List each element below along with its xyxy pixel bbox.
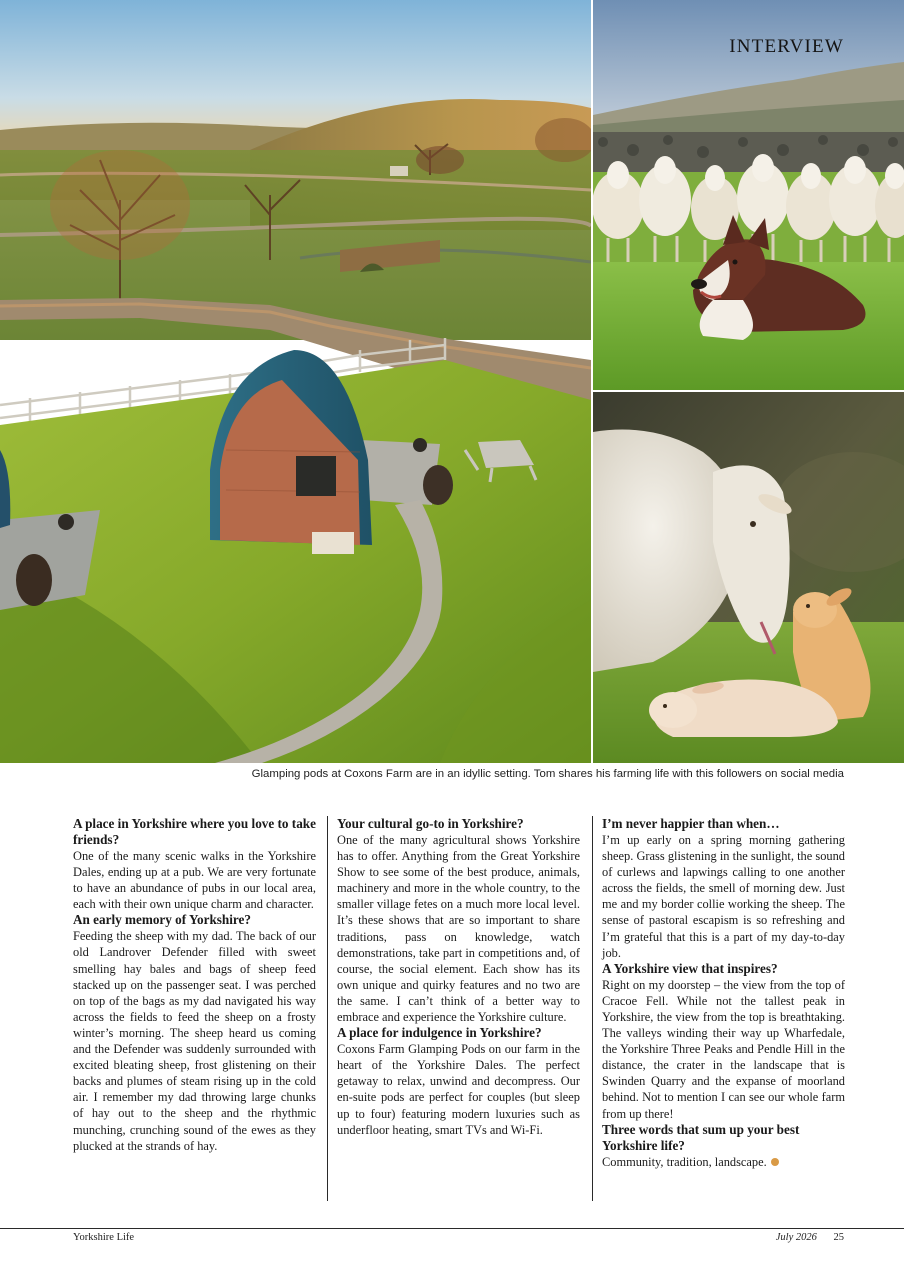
photo-caption: Glamping pods at Coxons Farm are in an idyllic setting. Tom shares his farming life with this followers on social media — [251, 768, 844, 780]
column-divider — [592, 816, 593, 1201]
qa-item — [602, 1122, 845, 1170]
answer-text: One of the many agricultural shows Yorkshire has to offer. Anything from the Great Yorkshire Show to see some of the best produce, animals, machinery and more in the whole country, to the smaller village fetes on a much more local level. It’s these shows that are so important to share traditions, pass on knowledge, watch demonstrations, take part in competitions and, of course, the social element. Each show has its own unique and quirky features and no two are the same. I can’t think of a better way to embrace and experience the Yorkshire culture. — [337, 833, 580, 1025]
sheep-and-collie-photo — [593, 0, 904, 390]
qa-item — [337, 1025, 580, 1138]
ewe-and-lambs-photo — [593, 392, 904, 763]
question-heading: A place for indulgence in Yorkshire? — [337, 1025, 542, 1041]
answer-text: Community, tradition, landscape. — [602, 1154, 767, 1169]
qa-item — [602, 961, 845, 1122]
footer-right — [776, 1232, 844, 1243]
glamping-pods-photo — [0, 0, 591, 763]
text-column-2 — [337, 816, 580, 1138]
footer-rule — [0, 1228, 904, 1229]
issue-date: July 2026 — [775, 1232, 817, 1243]
end-mark-dot — [771, 1158, 779, 1166]
text-column-3 — [602, 816, 845, 1170]
question-heading: An early memory of Yorkshire? — [73, 912, 251, 928]
publication-name: Yorkshire Life — [73, 1232, 135, 1243]
answer-text: One of the many scenic walks in the Yorkshire Dales, ending up at a pub. We are very fortunate to have an abundance of pubs in our local area, each with their own unique charm and character. — [73, 849, 316, 912]
question-heading: I’m never happier than when… — [602, 816, 780, 831]
answer-text: Feeding the sheep with my dad. The back of our old Landrover Defender filled with sweet smelling hay bales and bags of sheep feed stacked up on the passenger seat. I was perched on top of the bags as my dad navigated his way across the fields to feed the sheep on a frosty winter’s morning. The sheep heard us coming and the Defender was suddenly surrounded with excited bleating sheep, frost glistening on their backs and plumes of steam rising up in the cold air. I remember my dad throwing large chunks of hay out to the sheep and the rhythmic munching, crunching sound of the ewes as they plucked at the strands of hay. — [73, 929, 316, 1153]
question-heading: Your cultural go-to in Yorkshire? — [337, 816, 524, 831]
answer-text: Coxons Farm Glamping Pods on our farm in the heart of the Yorkshire Dales. The perfect getaway to relax, unwind and decompress. Our en-suite pods are perfect for couples (but sleep up to four) featuring modern luxuries such as underfloor heating, smart TVs and Wi-Fi. — [337, 1042, 580, 1137]
qa-item — [337, 816, 580, 1025]
answer-text-final — [602, 1154, 845, 1170]
question-heading: A place in Yorkshire where you love to take friends? — [73, 816, 316, 847]
qa-item — [73, 816, 316, 912]
section-label: INTERVIEW — [729, 36, 844, 57]
qa-item — [602, 816, 845, 961]
text-column-1 — [73, 816, 316, 1154]
page-number: 25 — [833, 1232, 844, 1243]
qa-item — [73, 912, 316, 1153]
question-heading: A Yorkshire view that inspires? — [602, 960, 778, 976]
column-divider — [327, 816, 328, 1201]
question-heading: Three words that sum up your best Yorkshire life? — [602, 1121, 800, 1153]
answer-text: I’m up early on a spring morning gathering sheep. Grass glistening in the sunlight, the sound of curlews and lapwings calling to one another across the fields, the smell of morning dew. Just me and my border collie working the sheep. The sense of pastoral escapism is so refreshing and I’m grateful that this is a part of my day-to-day job. — [602, 833, 845, 960]
answer-text: Right on my doorstep – the view from the top of Cracoe Fell. While not the tallest peak in Yorkshire, the view from the top is breathtaking. The valleys winding their way up Wharfedale, the Yorkshire Three Peaks and Pendle Hill in the distance, the crater in the landscape that is Swinden Quarry and the expanse of moorland behind. Not to mention I can see our whole farm from up there! — [602, 977, 845, 1121]
